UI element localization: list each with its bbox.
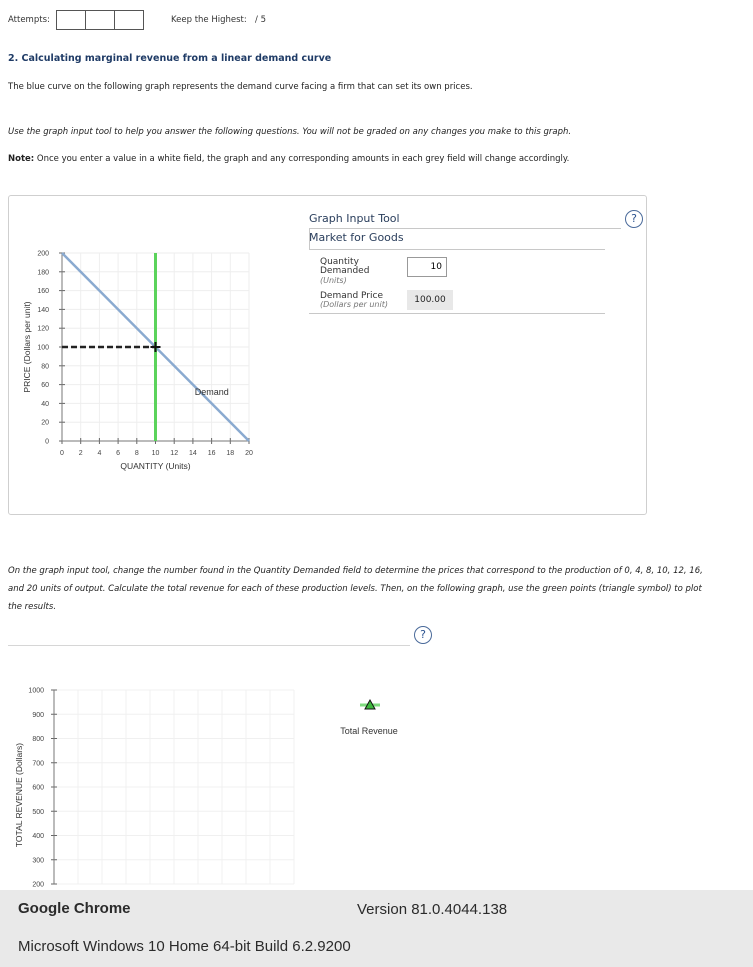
market-subtitle: Market for Goods — [309, 231, 404, 244]
divider — [309, 313, 605, 314]
y-tick-label: 900 — [32, 711, 44, 719]
revenue-axes — [51, 690, 57, 884]
browser-version: Version 81.0.4044.138 — [357, 901, 508, 918]
demand-curve-label: Demand — [194, 387, 229, 398]
quantity-demanded-input[interactable] — [407, 257, 447, 277]
x-tick-label: 12 — [170, 450, 179, 457]
graph-input-tool-title: Graph Input Tool — [309, 212, 400, 225]
help-icon[interactable]: ? — [625, 210, 643, 228]
demand-chart[interactable] — [0, 0, 300, 500]
x-tick-label: 20 — [245, 450, 253, 457]
x-tick-label: 8 — [134, 450, 139, 457]
divider — [309, 228, 621, 229]
demand-x-axis-label: QUANTITY (Units) — [120, 461, 191, 471]
x-tick-label: 16 — [207, 450, 216, 457]
y-tick-label: 500 — [32, 808, 44, 816]
x-tick-label: 2 — [78, 450, 83, 457]
note-text: Once you enter a value in a white field, the graph and any corresponding amounts in each grey field will change accordingly. — [34, 154, 570, 164]
divider — [309, 249, 605, 250]
demand-y-tick-labels — [37, 251, 49, 446]
x-tick-label: 18 — [226, 450, 235, 457]
question-title: 2. Calculating marginal revenue from a linear demand curve — [8, 53, 332, 64]
question-intro: The blue curve on the following graph represents the demand curve facing a firm that can set its own prices. — [8, 82, 473, 92]
os-info: Microsoft Windows 10 Home 64-bit Build 6.2.9200 — [18, 938, 351, 955]
x-tick-label: 4 — [97, 450, 102, 457]
keep-highest-label: Keep the Highest: — [171, 15, 247, 25]
part2-instructions: On the graph input tool, change the number found in the Quantity Demanded field to determine the prices that correspond to the production of 0, 4, 8, 10, 12, 16, and 20 units of output. Calculate the total revenue for each of these production levels. Then, on the following graph, use the green points (triangle symbol) to plot the results. — [8, 566, 703, 612]
demand-x-tick-labels — [60, 450, 253, 457]
y-tick-label: 1000 — [28, 687, 44, 695]
quantity-demanded-label: Quantity Demanded — [320, 257, 370, 276]
y-tick-label: 160 — [37, 288, 49, 296]
y-tick-label: 20 — [41, 419, 49, 427]
y-tick-label: 180 — [37, 269, 49, 277]
y-tick-label: 700 — [32, 760, 44, 768]
y-tick-label: 600 — [32, 784, 44, 792]
revenue-y-axis-label: TOTAL REVENUE (Dollars) — [14, 742, 24, 848]
question-instruction: Use the graph input tool to help you answer the following questions. You will not be graded on any changes you make to this graph. — [8, 127, 572, 137]
total-revenue-legend-marker[interactable] — [360, 700, 380, 709]
quantity-units-label: (Units) — [320, 276, 347, 285]
revenue-gridlines — [54, 690, 294, 884]
y-tick-label: 80 — [41, 363, 49, 371]
x-tick-label: 6 — [116, 450, 121, 457]
y-tick-label: 200 — [37, 250, 49, 258]
help-icon[interactable]: ? — [414, 626, 432, 644]
x-tick-label: 10 — [151, 450, 160, 457]
x-tick-label: 14 — [189, 450, 197, 457]
demand-y-axis-label: PRICE (Dollars per unit) — [22, 301, 32, 393]
y-tick-label: 140 — [37, 306, 49, 314]
demand-price-label: Demand Price — [320, 291, 383, 301]
y-tick-label: 400 — [32, 833, 44, 840]
attempts-label: Attempts: — [8, 15, 50, 25]
y-tick-label: 300 — [32, 857, 44, 865]
score-text: / 5 — [255, 15, 266, 25]
y-tick-label: 40 — [41, 400, 49, 408]
y-tick-label: 60 — [41, 382, 49, 390]
divider — [8, 645, 410, 646]
x-tick-label: 0 — [60, 450, 64, 457]
y-tick-label: 800 — [32, 736, 44, 743]
demand-price-value: 100.00 — [407, 290, 453, 310]
y-tick-label: 200 — [32, 881, 44, 889]
y-tick-label: 100 — [37, 344, 49, 352]
total-revenue-legend-label: Total Revenue — [340, 726, 398, 736]
revenue-chart[interactable] — [0, 650, 460, 890]
demand-price-units-label: (Dollars per unit) — [320, 300, 388, 309]
y-tick-label: 0 — [45, 438, 49, 446]
browser-name: Google Chrome — [18, 900, 131, 917]
note-label: Note: — [8, 154, 35, 164]
revenue-y-tick-labels — [28, 688, 44, 889]
y-tick-label: 120 — [37, 325, 49, 333]
